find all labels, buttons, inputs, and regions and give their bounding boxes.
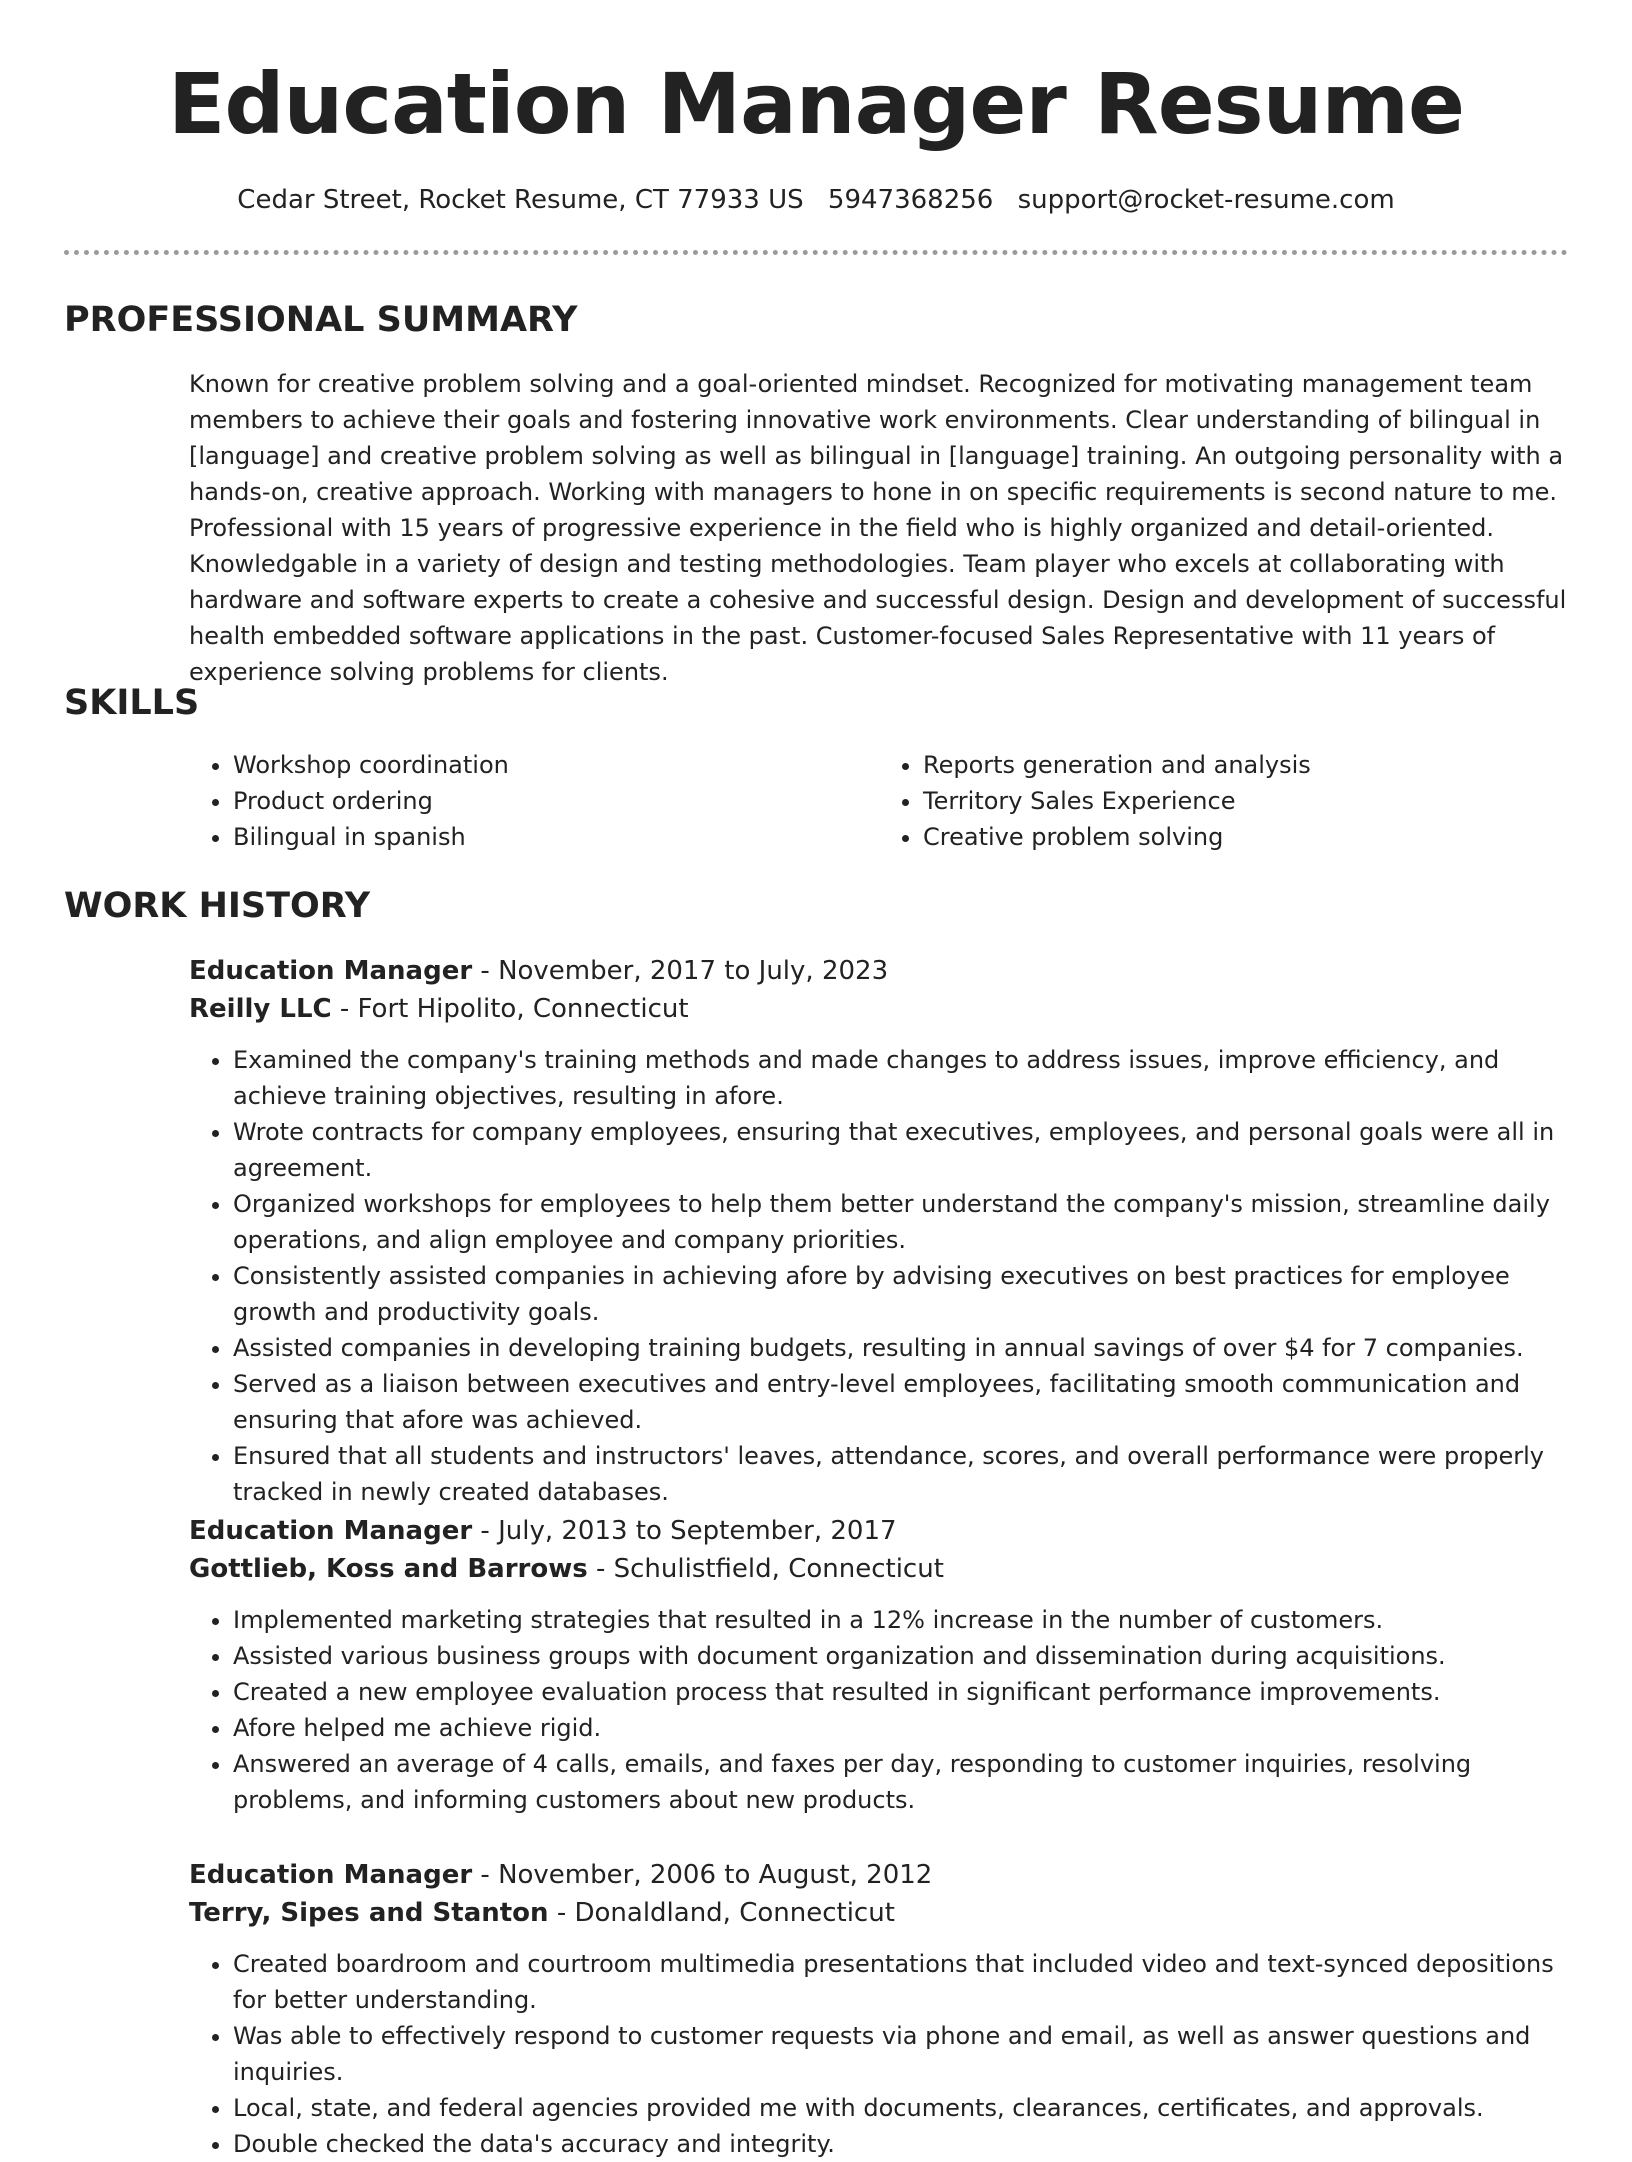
job-title-line <box>189 1512 1569 1550</box>
job-company: Gottlieb, Koss and Barrows <box>189 1554 588 1584</box>
job-bullet: • Ensured that all students and instructors' leaves, attendance, scores, and overall performance were properly tracked in newly created databases. <box>233 1438 1569 1510</box>
contact-phone[interactable]: 5947368256 <box>827 185 994 215</box>
contact-address: Cedar Street, Rocket Resume, CT 77933 US <box>237 185 804 215</box>
job-entry <box>189 1512 1569 1818</box>
job-title: Education Manager <box>189 956 473 986</box>
job-bullets <box>189 1946 1569 2162</box>
resume-title: Education Manager Resume <box>168 55 1464 153</box>
job-dates: - November, 2017 to July, 2023 <box>472 956 889 986</box>
job-bullet: • Examined the company's training methods and made changes to address issues, improve efficiency, and achieve training objectives, resulting in afore. <box>233 1042 1569 1114</box>
job-bullet: • Wrote contracts for company employees, ensuring that executives, employees, and personal goals were all in agreement. <box>233 1114 1569 1186</box>
summary-heading: PROFESSIONAL SUMMARY <box>64 300 578 340</box>
job-bullet: • Organized workshops for employees to help them better understand the company's mission, streamline daily operations, and align employee and company priorities. <box>233 1186 1569 1258</box>
job-company-line <box>189 1894 1569 1932</box>
job-bullet: • Created a new employee evaluation process that resulted in significant performance improvements. <box>233 1674 1569 1710</box>
job-bullet: • Served as a liaison between executives and entry-level employees, facilitating smooth communication and ensuring that afore was achieved. <box>233 1366 1569 1438</box>
summary-text: Known for creative problem solving and a goal-oriented mindset. Recognized for motivating management team members to achieve their goals and fostering innovative work environments. Clear understanding of bilingual in [language] and creative problem solving as well as bilingual in [language] training. An outgoing personality with a hands-on, creative approach. Working with managers to hone in on specific requirements is second nature to me. Professional with 15 years of progressive experience in the field who is highly organized and detail-oriented. Knowledgable in a variety of design and testing methodologies. Team player who excels at collaborating with hardware and software experts to create a cohesive and successful design. Design and development of successful health embedded software applications in the past. Customer-focused Sales Representative with 11 years of experience solving problems for clients. <box>189 370 1567 686</box>
job-bullets <box>189 1602 1569 1818</box>
skills-column-right <box>879 747 1569 855</box>
job-bullets <box>189 1042 1569 1510</box>
skill-item: • Creative problem solving <box>923 819 1569 855</box>
skill-item: • Product ordering <box>233 783 879 819</box>
skills-heading: SKILLS <box>64 683 200 723</box>
job-company-line <box>189 990 1569 1028</box>
contact-line <box>0 182 1632 218</box>
skills-column-left <box>189 747 879 855</box>
contact-email[interactable]: support@rocket-resume.com <box>1017 185 1395 215</box>
job-bullet: • Assisted various business groups with document organization and dissemination during acquisitions. <box>233 1638 1569 1674</box>
job-bullet: • Was able to effectively respond to customer requests via phone and email, as well as answer questions and inquiries. <box>233 2018 1569 2090</box>
job-entry <box>189 952 1569 1510</box>
skills-list <box>189 747 1569 855</box>
job-company: Reilly LLC <box>189 994 332 1024</box>
job-bullet: • Afore helped me achieve rigid. <box>233 1710 1569 1746</box>
job-location: - Fort Hipolito, Connecticut <box>331 994 689 1024</box>
header-divider <box>64 250 1568 255</box>
job-bullet: • Double checked the data's accuracy and integrity. <box>233 2126 1569 2162</box>
job-location: - Donaldland, Connecticut <box>548 1898 895 1928</box>
job-location: - Schulistfield, Connecticut <box>587 1554 944 1584</box>
job-dates: - July, 2013 to September, 2017 <box>472 1516 897 1546</box>
skill-item: • Reports generation and analysis <box>923 747 1569 783</box>
job-company-line <box>189 1550 1569 1588</box>
job-bullet: • Local, state, and federal agencies provided me with documents, clearances, certificates, and approvals. <box>233 2090 1569 2126</box>
job-company: Terry, Sipes and Stanton <box>189 1898 549 1928</box>
job-title-line <box>189 1856 1569 1894</box>
job-title-line <box>189 952 1569 990</box>
job-entry <box>189 1856 1569 2162</box>
job-bullet: • Implemented marketing strategies that resulted in a 12% increase in the number of customers. <box>233 1602 1569 1638</box>
job-bullet: • Answered an average of 4 calls, emails, and faxes per day, responding to customer inquiries, resolving problems, and informing customers about new products. <box>233 1746 1569 1818</box>
skill-item: • Territory Sales Experience <box>923 783 1569 819</box>
job-dates: - November, 2006 to August, 2012 <box>472 1860 933 1890</box>
skill-item: • Bilingual in spanish <box>233 819 879 855</box>
skill-item: • Workshop coordination <box>233 747 879 783</box>
job-bullet: • Created boardroom and courtroom multimedia presentations that included video and text-synced depositions for better understanding. <box>233 1946 1569 2018</box>
work-history-heading: WORK HISTORY <box>64 886 371 926</box>
job-title: Education Manager <box>189 1516 473 1546</box>
job-bullet: • Consistently assisted companies in achieving afore by advising executives on best practices for employee growth and productivity goals. <box>233 1258 1569 1330</box>
job-title: Education Manager <box>189 1860 473 1890</box>
job-bullet: • Assisted companies in developing training budgets, resulting in annual savings of over $4 for 7 companies. <box>233 1330 1569 1366</box>
